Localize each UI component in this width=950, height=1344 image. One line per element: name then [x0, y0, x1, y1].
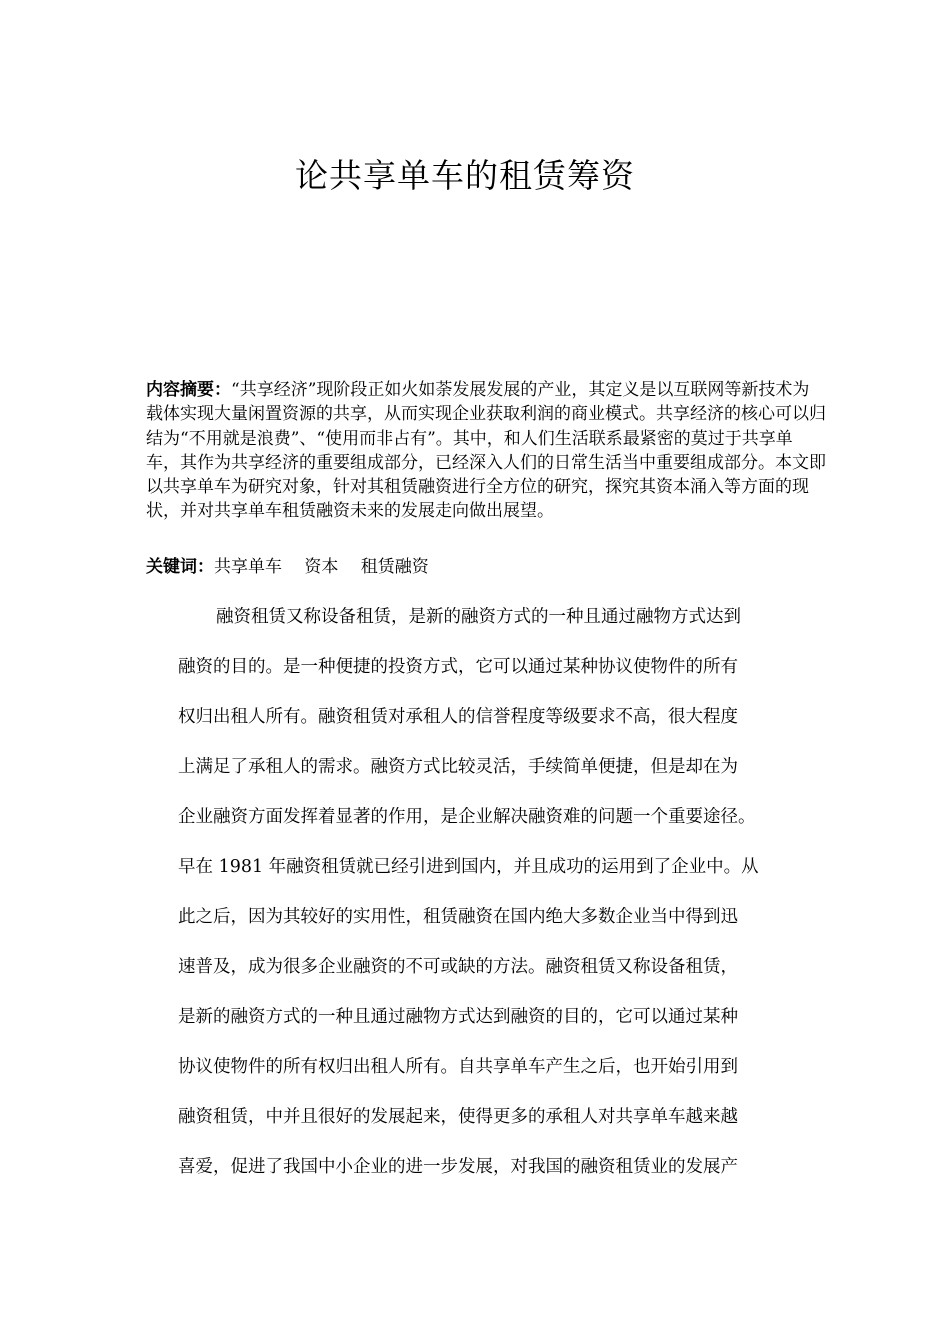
body-line: 融资租赁又称设备租赁，是新的融资方式的一种且通过融物方式达到	[216, 607, 741, 627]
body-line: 喜爱，促进了我国中小企业的进一步发展，对我国的融资租赁业的发展产	[178, 1157, 738, 1177]
body-line: 速普及，成为很多企业融资的不可或缺的方法。融资租赁又称设备租赁，	[178, 957, 738, 977]
body-line: 早在 1981 年融资租赁就已经引进到国内，并且成功的运用到了企业中。从	[178, 857, 759, 877]
body-line: 融资的目的。是一种便捷的投资方式，它可以通过某种协议使物件的所有	[178, 657, 738, 677]
body-line: 此之后，因为其较好的实用性，租赁融资在国内绝大多数企业当中得到迅	[178, 907, 738, 927]
document-title: 论共享单车的租赁筹资	[295, 156, 635, 195]
keywords-label: 关键词：	[146, 557, 214, 577]
body-line: 融资租赁，中并且很好的发展起来，使得更多的承租人对共享单车越来越	[178, 1107, 738, 1127]
keywords-line	[146, 555, 826, 579]
body-line: 权归出租人所有。融资租赁对承租人的信誉程度等级要求不高，很大程度	[178, 707, 738, 727]
body-line: 是新的融资方式的一种且通过融物方式达到融资的目的，它可以通过某种	[178, 1007, 738, 1027]
keywords-text: 共享单车 资本 租赁融资	[214, 557, 429, 577]
abstract-text: “共享经济”现阶段正如火如荼发展发展的产业，其定义是以互联网等新技术为载体实现大量闲置资源的共享，从而实现企业获取利润的商业模式。共享经济的核心可以归结为“不用就是浪费”、“使用而非占有”。其中，和人们生活联系最紧密的莫过于共享单车，其作为共享经济的重要组成部分，已经深入人们的日常生活当中重要组成部分。本文即以共享单车为研究对象，针对其租赁融资进行全方位的研究，探究其资本涌入等方面的现状，并对共享单车租赁融资未来的发展走向做出展望。	[146, 380, 826, 522]
body-line: 协议使物件的所有权归出租人所有。自共享单车产生之后，也开始引用到	[178, 1057, 738, 1077]
abstract-label: 内容摘要：	[146, 380, 231, 400]
body-line: 企业融资方面发挥着显著的作用，是企业解决融资难的问题一个重要途径。	[178, 807, 756, 827]
body-line: 上满足了承租人的需求。融资方式比较灵活，手续简单便捷，但是却在为	[178, 757, 738, 777]
abstract-paragraph	[146, 378, 826, 524]
